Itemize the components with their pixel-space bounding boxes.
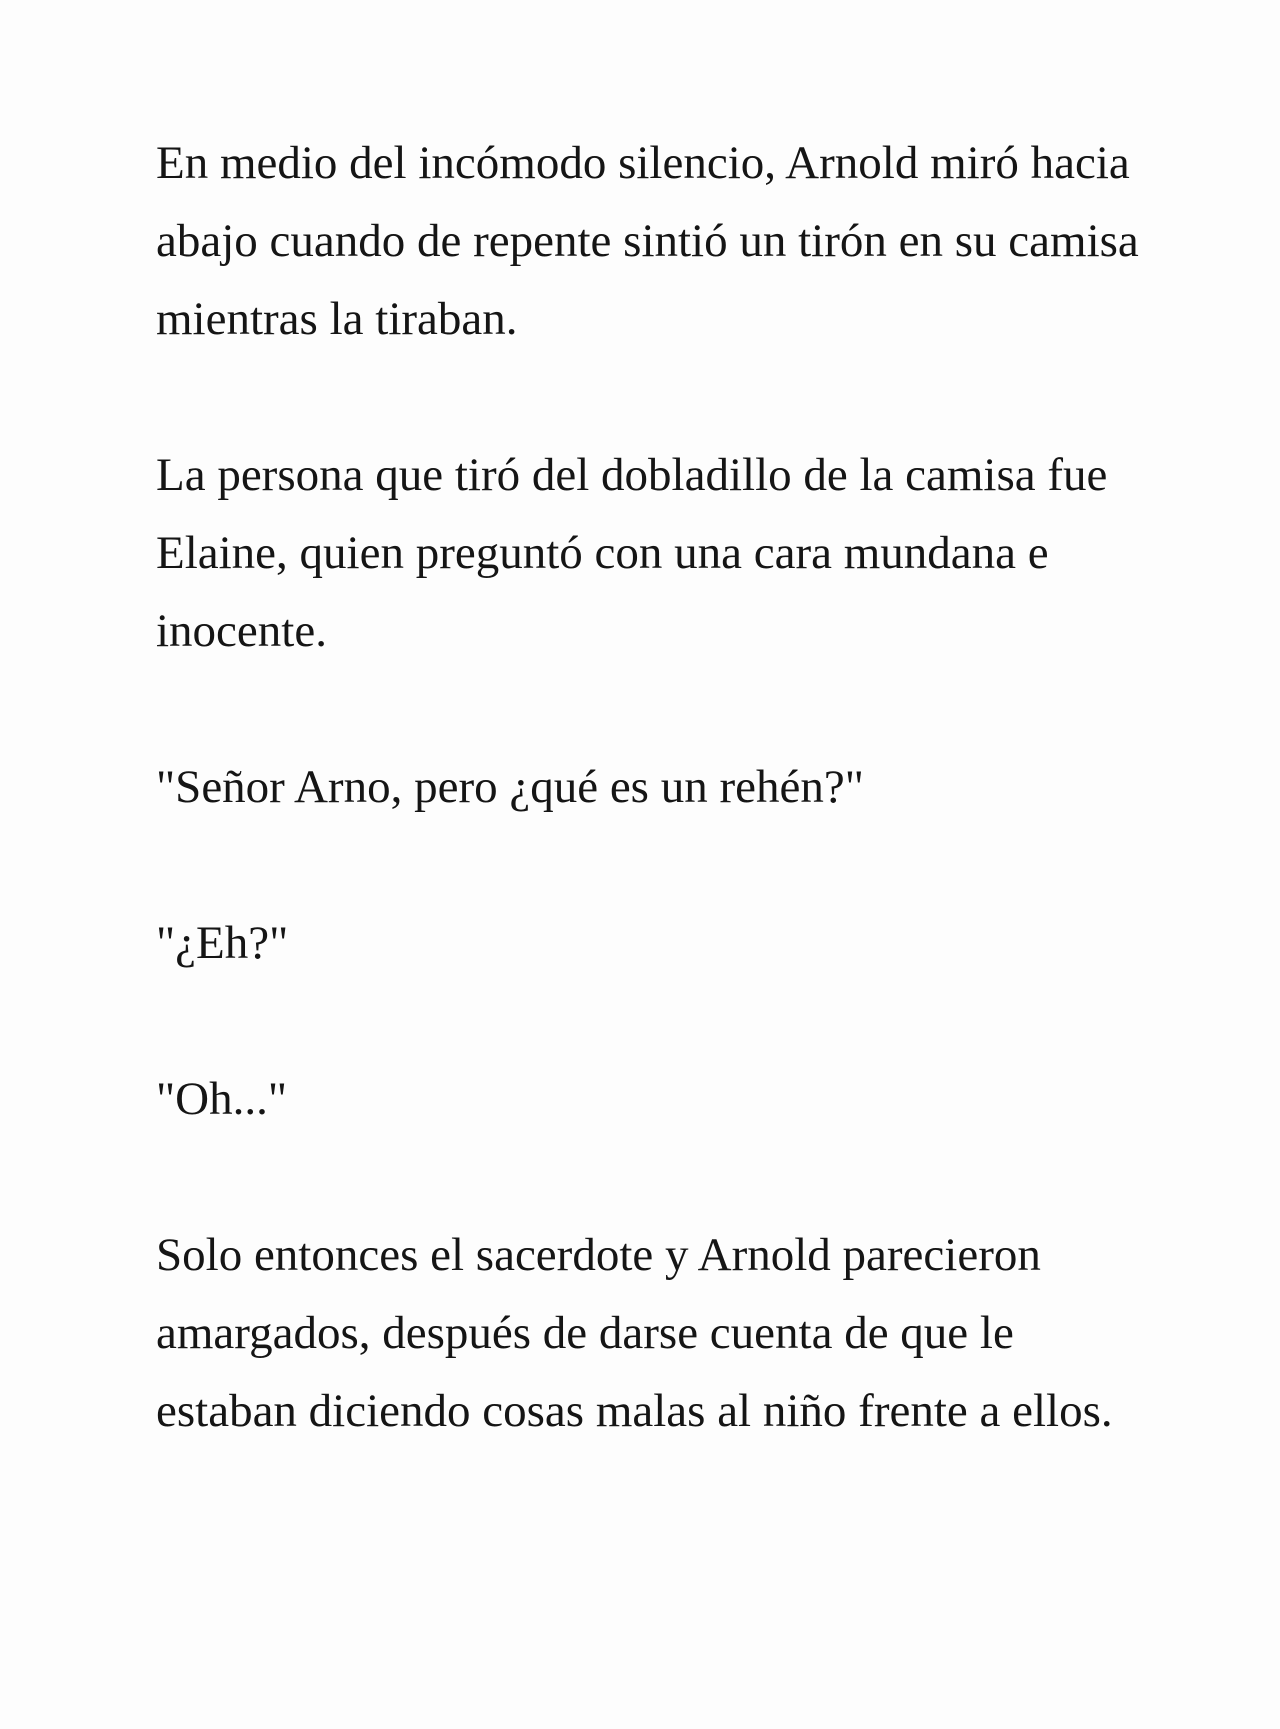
paragraph-3: Solo entonces el sacerdote y Arnold parecieron amargados, después de darse cuenta de que le estaban diciendo cosas malas al niño frente a ellos. — [156, 1229, 1113, 1437]
dialogue-line-1: "Señor Arno, pero ¿qué es un rehén?" — [156, 761, 864, 813]
dialogue-line-2: "¿Eh?" — [156, 917, 289, 969]
reading-page — [156, 124, 1156, 1450]
paragraph-2: La persona que tiró del dobladillo de la camisa fue Elaine, quien preguntó con una cara mundana e inocente. — [156, 449, 1108, 657]
paragraph-1: En medio del incómodo silencio, Arnold miró hacia abajo cuando de repente sintió un tirón en su camisa mientras la tiraban. — [156, 137, 1139, 345]
dialogue-line-3: "Oh..." — [156, 1073, 288, 1125]
